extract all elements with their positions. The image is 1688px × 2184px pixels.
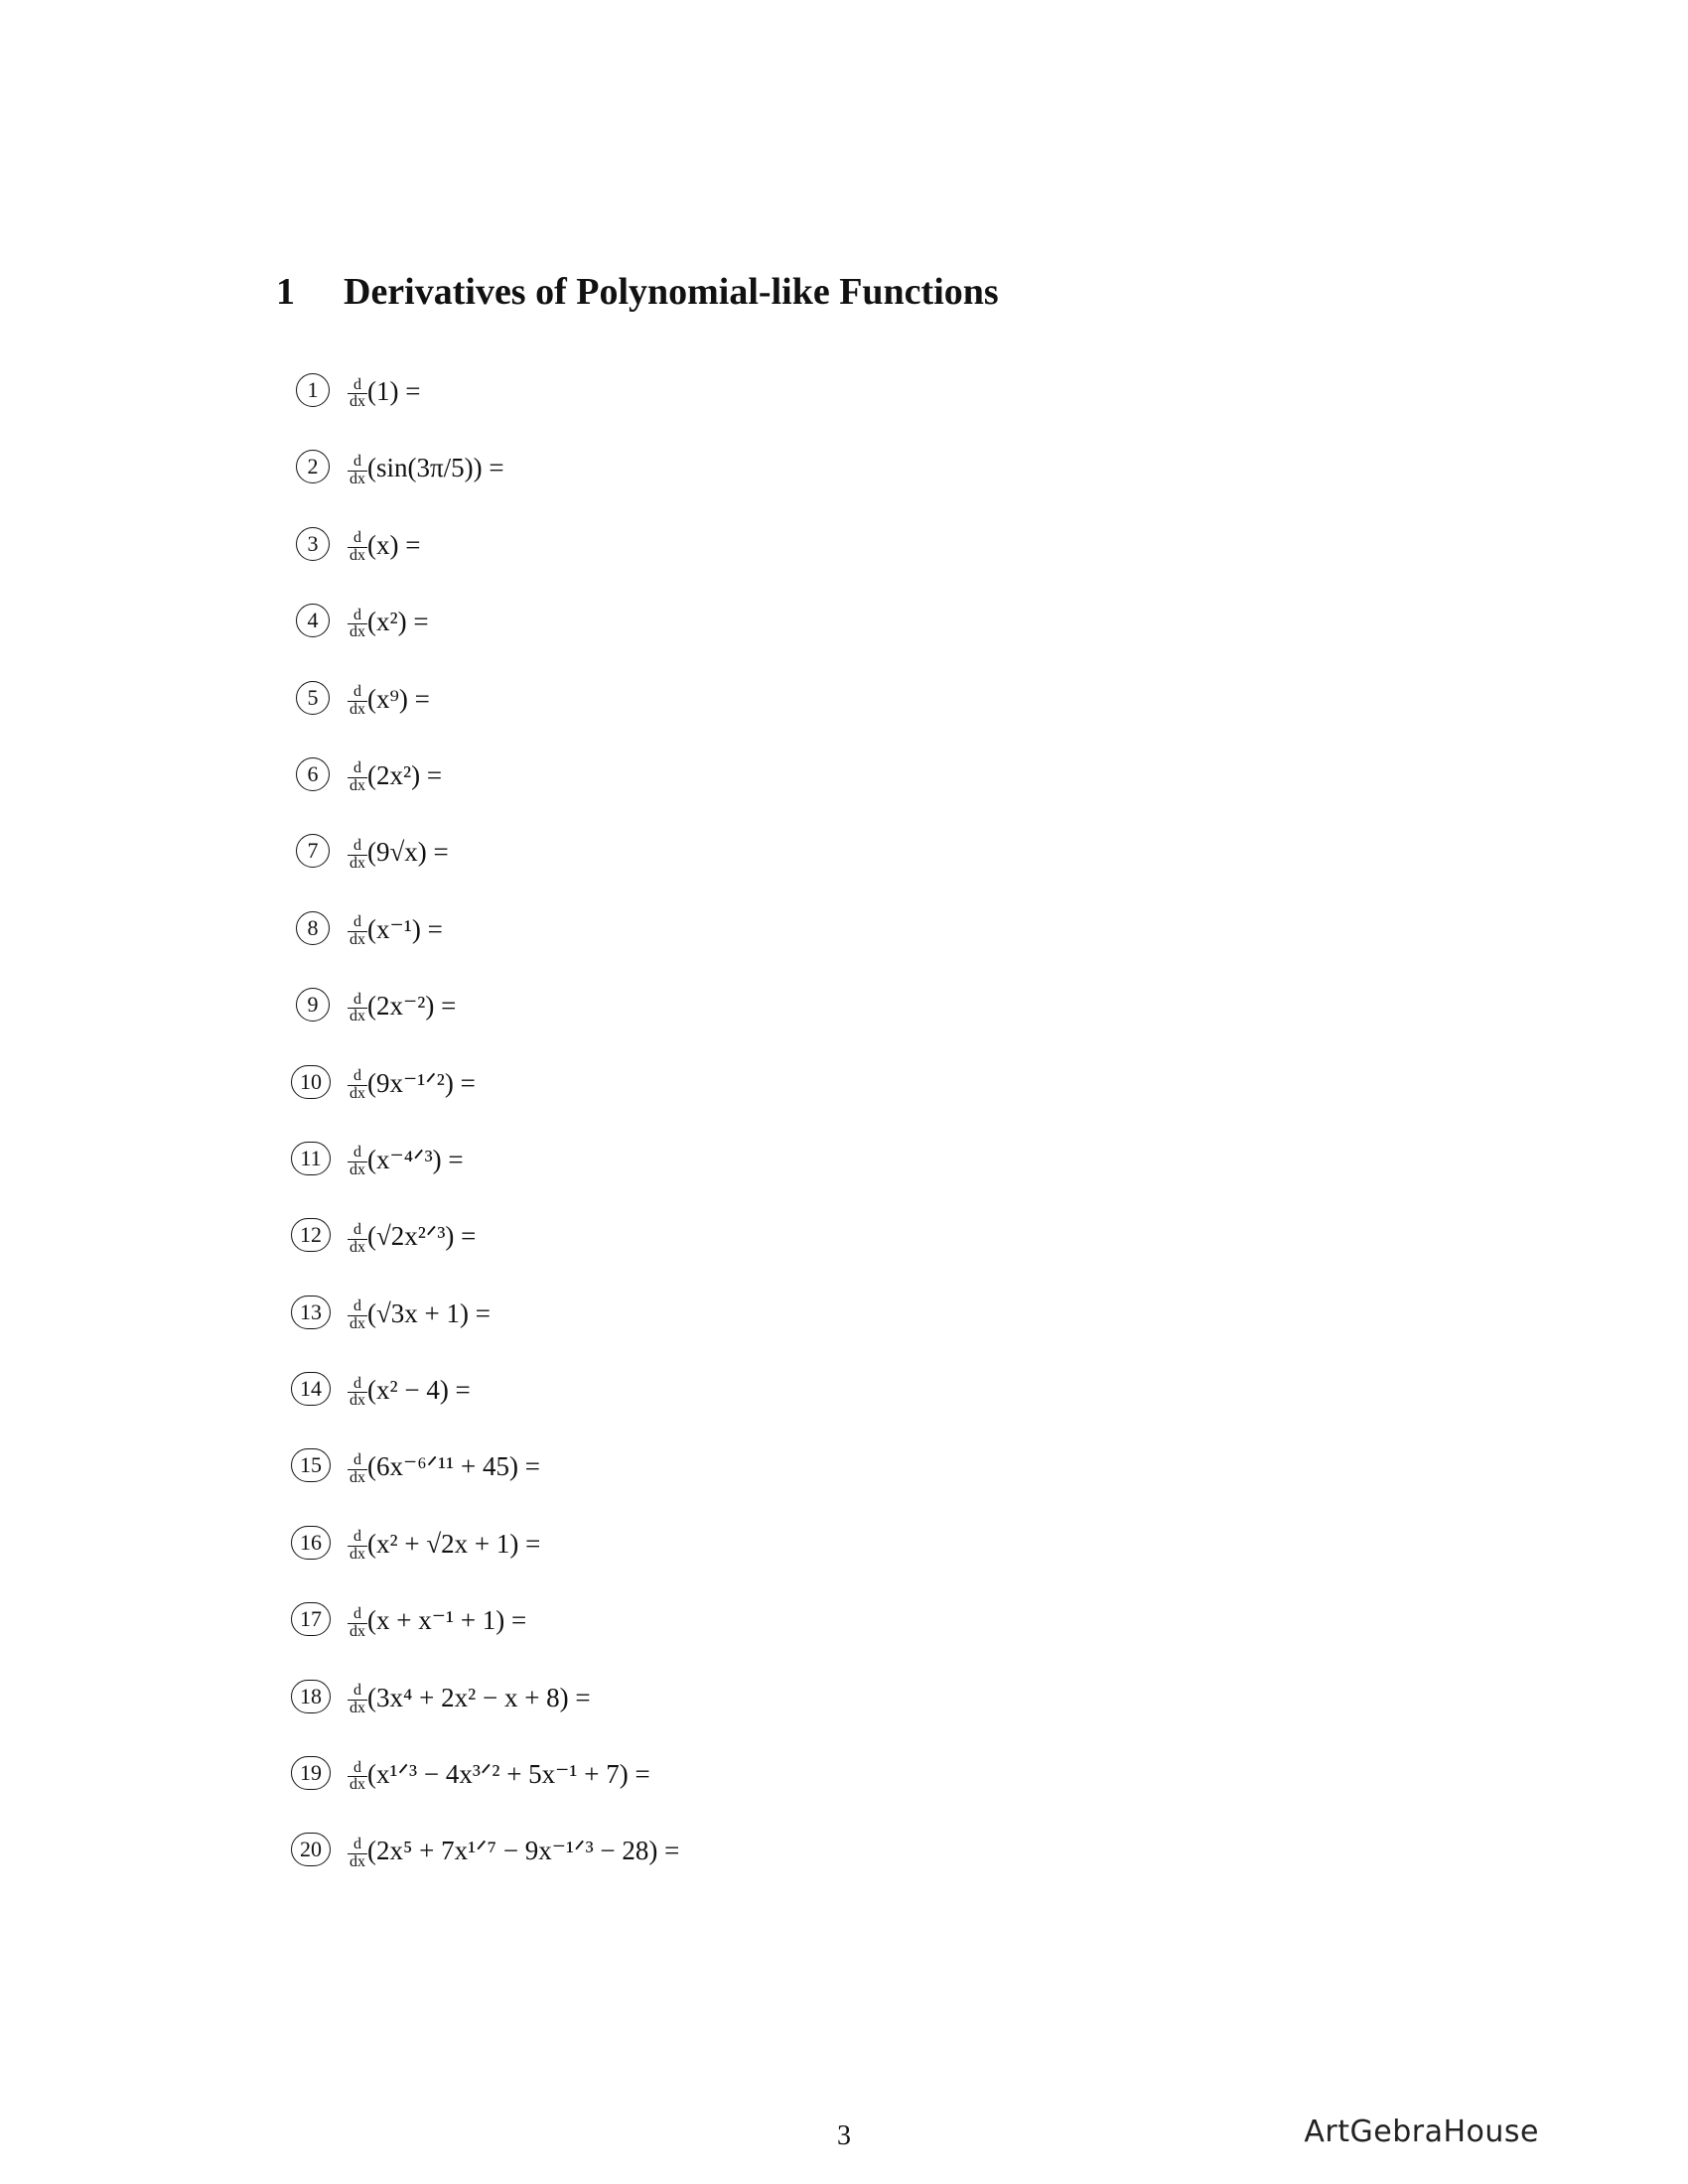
operator-denominator: dx [350,1468,365,1486]
expression-body: (x²) = [367,607,429,637]
operator-denominator: dx [350,931,365,949]
section-number: 1 [276,271,295,313]
operator-numerator: d [348,1452,367,1470]
expression-body: (9x⁻¹ᐟ²) = [367,1067,476,1098]
operator-denominator: dx [350,623,365,641]
expression-body: (3x⁴ + 2x² − x + 8) = [367,1682,591,1712]
operator-numerator: d [348,1760,367,1778]
operator-denominator: dx [350,700,365,718]
operator-numerator: d [348,992,367,1010]
derivative-operator [348,1145,367,1179]
operator-numerator: d [348,377,367,395]
operator-denominator: dx [350,1852,365,1870]
section-heading [276,270,999,314]
problem-expression [348,837,449,872]
problem-expression [348,1375,471,1410]
operator-numerator: d [348,1222,367,1240]
problem-expression [348,1451,540,1486]
expression-body: (√3x + 1) = [367,1297,492,1328]
problem-number: 8 [296,911,330,945]
problem-number: 14 [291,1372,331,1406]
operator-denominator: dx [350,1084,365,1102]
expression-body: (√2x²ᐟ³) = [367,1221,477,1252]
derivative-operator [348,1760,367,1795]
operator-numerator: d [348,760,367,778]
derivative-operator [348,377,367,412]
expression-body: (x² − 4) = [367,1375,471,1406]
problem-number: 10 [291,1065,331,1099]
expression-body: (2x⁻²) = [367,991,457,1022]
derivative-operator [348,1222,367,1257]
problem-expression [348,1605,526,1640]
problem-number: 18 [291,1680,331,1713]
problem-expression [348,684,430,719]
operator-denominator: dx [350,547,365,565]
problem-number: 2 [296,450,330,483]
operator-denominator: dx [350,1546,365,1564]
derivative-operator [348,992,367,1026]
problem-number: 4 [296,604,330,637]
operator-denominator: dx [350,1776,365,1794]
problem-number: 17 [291,1602,331,1636]
derivative-operator [348,760,367,795]
expression-body: (6x⁻⁶ᐟ¹¹ + 45) = [367,1451,540,1482]
operator-denominator: dx [350,1008,365,1025]
problem-expression [348,1145,464,1179]
operator-denominator: dx [350,777,365,795]
operator-numerator: d [348,838,367,856]
operator-denominator: dx [350,1161,365,1179]
problem-expression [348,1221,476,1256]
expression-body: (x² + √2x + 1) = [367,1528,541,1559]
operator-denominator: dx [350,1314,365,1332]
expression-body: (x + x⁻¹ + 1) = [367,1605,527,1636]
derivative-operator [348,1683,367,1717]
problem-number: 5 [296,681,330,715]
problem-number: 12 [291,1218,331,1252]
operator-numerator: d [348,1606,367,1624]
operator-numerator: d [348,608,367,625]
problem-number: 6 [296,757,330,791]
problem-number: 16 [291,1526,331,1560]
operator-numerator: d [348,530,367,548]
problem-number: 3 [296,527,330,561]
derivative-operator [348,454,367,488]
derivative-operator [348,1606,367,1641]
problem-expression [348,1068,476,1103]
problem-expression [348,1836,679,1870]
problem-expression [348,991,456,1025]
operator-denominator: dx [350,854,365,872]
operator-denominator: dx [350,470,365,487]
operator-numerator: d [348,914,367,932]
operator-denominator: dx [350,1699,365,1716]
derivative-operator [348,1529,367,1564]
derivative-operator [348,530,367,565]
operator-denominator: dx [350,1392,365,1410]
problem-number: 15 [291,1448,331,1482]
derivative-operator [348,1837,367,1871]
derivative-operator [348,914,367,949]
derivative-operator [348,838,367,873]
operator-numerator: d [348,684,367,702]
expression-body: (2x²) = [367,759,443,790]
operator-numerator: d [348,1068,367,1086]
expression-body: (x¹ᐟ³ − 4x³ᐟ² + 5x⁻¹ + 7) = [367,1759,650,1790]
expression-body: (x⁻¹) = [367,913,443,944]
expression-body: (sin(3π/5)) = [367,453,504,483]
operator-numerator: d [348,454,367,472]
operator-denominator: dx [350,1238,365,1256]
operator-numerator: d [348,1837,367,1854]
problem-number: 7 [296,834,330,868]
problem-expression [348,1529,540,1564]
page-number: 3 [837,2120,851,2151]
derivative-operator [348,1452,367,1487]
derivative-operator [348,608,367,642]
problem-number: 11 [291,1142,331,1175]
operator-numerator: d [348,1376,367,1394]
expression-body: (2x⁵ + 7x¹ᐟ⁷ − 9x⁻¹ᐟ³ − 28) = [367,1836,680,1866]
problem-expression [348,760,442,795]
derivative-operator [348,1068,367,1103]
brand-logo: ArtGebraHouse [1304,2115,1539,2149]
operator-numerator: d [348,1298,367,1316]
problem-number: 13 [291,1296,331,1329]
operator-denominator: dx [350,1622,365,1640]
problem-expression [348,607,429,641]
expression-body: (x) = [367,529,421,560]
section-title: Derivatives of Polynomial-like Functions [344,271,999,313]
derivative-operator [348,1298,367,1333]
operator-numerator: d [348,1145,367,1162]
problem-number: 9 [296,988,330,1022]
expression-body: (1) = [367,376,421,406]
operator-numerator: d [348,1529,367,1547]
problem-number: 20 [291,1833,331,1866]
operator-numerator: d [348,1683,367,1701]
problem-expression [348,530,420,565]
operator-denominator: dx [350,393,365,411]
problem-expression [348,376,420,411]
problem-expression [348,453,504,487]
problem-expression [348,914,443,949]
expression-body: (x⁻⁴ᐟ³) = [367,1144,464,1174]
derivative-operator [348,1376,367,1411]
problem-expression [348,1683,591,1717]
problem-number: 1 [296,373,330,407]
expression-body: (x⁹) = [367,683,430,714]
problem-expression [348,1759,650,1794]
problem-expression [348,1298,491,1333]
problem-number: 19 [291,1756,331,1790]
expression-body: (9√x) = [367,837,449,868]
derivative-operator [348,684,367,719]
